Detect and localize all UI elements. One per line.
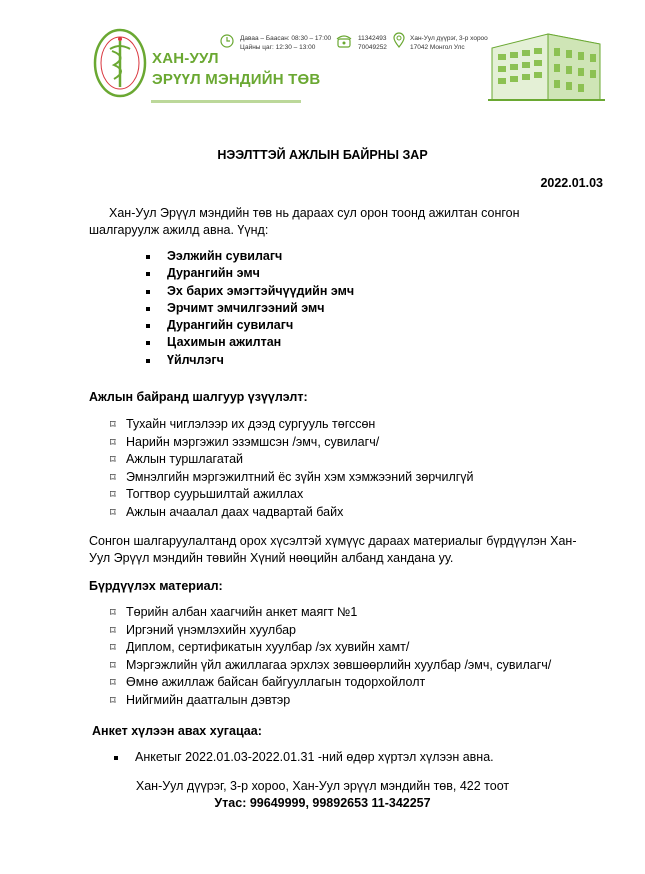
checkbox-bullet-icon: ⌑ xyxy=(110,435,116,449)
intro-paragraph xyxy=(89,205,602,239)
requirement-text: Эмнэлгийн мэргэжилтний ёс зүйн хэм хэмжээний зөрчилгүй xyxy=(126,469,474,484)
phone-line-1: 11342493 xyxy=(358,35,387,42)
deadline-item: Анкетыг 2022.01.03-2022.01.31 -ний өдөр хүртэл хүлээн авна. xyxy=(114,749,494,766)
material-item xyxy=(110,604,551,622)
requirement-text: Тухайн чиглэлээр их дээд сургууль төгссөн xyxy=(126,417,376,431)
requirement-text: Ажлын ачаалал даах чадвартай байх xyxy=(126,504,344,519)
position-item: Үйлчлэгч xyxy=(146,352,354,369)
clock-icon xyxy=(220,34,234,48)
position-item: Дурангийн сувилагч xyxy=(146,317,354,334)
position-item: Цахимын ажилтан xyxy=(146,334,354,351)
material-text: Төрийн албан хаагчийн анкет маягт №1 xyxy=(126,605,358,619)
requirement-item xyxy=(110,451,474,469)
material-text: Нийгмийн даатгалын дэвтэр xyxy=(126,692,291,707)
location-pin-icon xyxy=(393,32,405,48)
requirement-text: Нарийн мэргэжил эзэмшсэн /эмч, сувилагч/ xyxy=(126,434,380,449)
checkbox-bullet-icon: ⌑ xyxy=(110,453,116,467)
address-line-1: Хан-Уул дүүрэг, 3-р хороо xyxy=(410,35,488,42)
requirement-item xyxy=(110,504,474,522)
checkbox-bullet-icon: ⌑ xyxy=(110,676,116,690)
material-text: Мэргэжлийн үйл ажиллагаа эрхлэх зөвшөөрлийн хуулбар /эмч, сувилагч/ xyxy=(126,657,552,672)
requirements-heading: Ажлын байранд шалгуур үзүүлэлт: xyxy=(89,390,308,404)
apply-line-1: Сонгон шалгаруулалтанд орох хүсэлтэй хүмүүс дараах материалыг бүрдүүлэн Хан- xyxy=(89,534,577,548)
materials-list xyxy=(110,604,551,710)
position-item: Дурангийн эмч xyxy=(146,265,354,282)
checkbox-bullet-icon: ⌑ xyxy=(110,470,116,484)
positions-list xyxy=(146,248,354,369)
document-title: НЭЭЛТТЭЙ АЖЛЫН БАЙРНЫ ЗАР xyxy=(217,148,428,162)
material-text: Өмнө ажиллаж байсан байгууллагын тодорхойлолт xyxy=(126,675,426,690)
deadline-heading: Анкет хүлээн авах хугацаа: xyxy=(92,724,262,738)
org-name-line-2: ЭРҮҮЛ МЭНДИЙН ТӨВ xyxy=(152,71,321,88)
apply-line-2: Уул Эрүүл мэндийн төвийн Хүний нөөцийн албанд хандана уу. xyxy=(89,551,454,565)
checkbox-bullet-icon: ⌑ xyxy=(110,505,116,519)
checkbox-bullet-icon: ⌑ xyxy=(110,488,116,502)
phone-line-2: 70049252 xyxy=(358,44,387,51)
building-illustration xyxy=(488,26,605,102)
material-item xyxy=(110,657,551,675)
checkbox-bullet-icon: ⌑ xyxy=(110,418,116,431)
requirement-text: Тогтвор суурьшилтай ажиллах xyxy=(126,487,304,502)
material-item xyxy=(110,692,551,710)
clinic-logo-emblem xyxy=(92,27,148,99)
document-date: 2022.01.03 xyxy=(540,176,603,190)
requirement-item xyxy=(110,469,474,487)
material-item xyxy=(110,622,551,640)
header-accent-bar xyxy=(151,100,301,103)
checkbox-bullet-icon: ⌑ xyxy=(110,658,116,672)
intro-line-1: Хан-Уул Эрүүл мэндийн төв нь дараах сул орон тоонд ажилтан сонгон xyxy=(109,206,520,220)
requirement-item xyxy=(110,434,474,452)
hours-line-1: Даваа – Баасан: 08:30 – 17:00 xyxy=(240,35,332,42)
position-item: Эх барих эмэгтэйчүүдийн эмч xyxy=(146,283,354,300)
address-line-2: 17042 Монгол Улс xyxy=(410,44,465,51)
checkbox-bullet-icon: ⌑ xyxy=(110,606,116,619)
checkbox-bullet-icon: ⌑ xyxy=(110,623,116,637)
deadline-list xyxy=(114,749,494,766)
apply-paragraph xyxy=(89,533,602,567)
checkbox-bullet-icon: ⌑ xyxy=(110,641,116,655)
requirement-text: Ажлын туршлагатай xyxy=(126,452,244,467)
intro-line-2: шалгаруулж ажилд авна. Үүнд: xyxy=(89,223,269,237)
material-text: Иргэний үнэмлэхийн хуулбар xyxy=(126,622,297,637)
position-item: Эрчимт эмчилгээний эмч xyxy=(146,300,354,317)
material-item xyxy=(110,674,551,692)
position-item: Ээлжийн сувилагч xyxy=(146,248,354,265)
materials-heading: Бүрдүүлэх материал: xyxy=(89,579,223,593)
requirements-list xyxy=(110,416,474,522)
material-text: Диплом, сертификатын хуулбар /эх хувийн хамт/ xyxy=(126,640,410,655)
hours-line-2: Цайны цаг: 12:30 – 13:00 xyxy=(240,44,316,51)
checkbox-bullet-icon: ⌑ xyxy=(110,693,116,707)
contact-address: Хан-Уул дүүрэг, 3-р хороо, Хан-Уул эрүүл мэндийн төв, 422 тоот xyxy=(135,779,510,793)
phone-icon xyxy=(336,34,352,48)
contact-phones: Утас: 99649999, 99892653 11-342257 xyxy=(214,796,431,810)
org-name-line-1: ХАН-УУЛ xyxy=(152,50,219,67)
requirement-item xyxy=(110,486,474,504)
requirement-item xyxy=(110,416,474,434)
material-item xyxy=(110,639,551,657)
